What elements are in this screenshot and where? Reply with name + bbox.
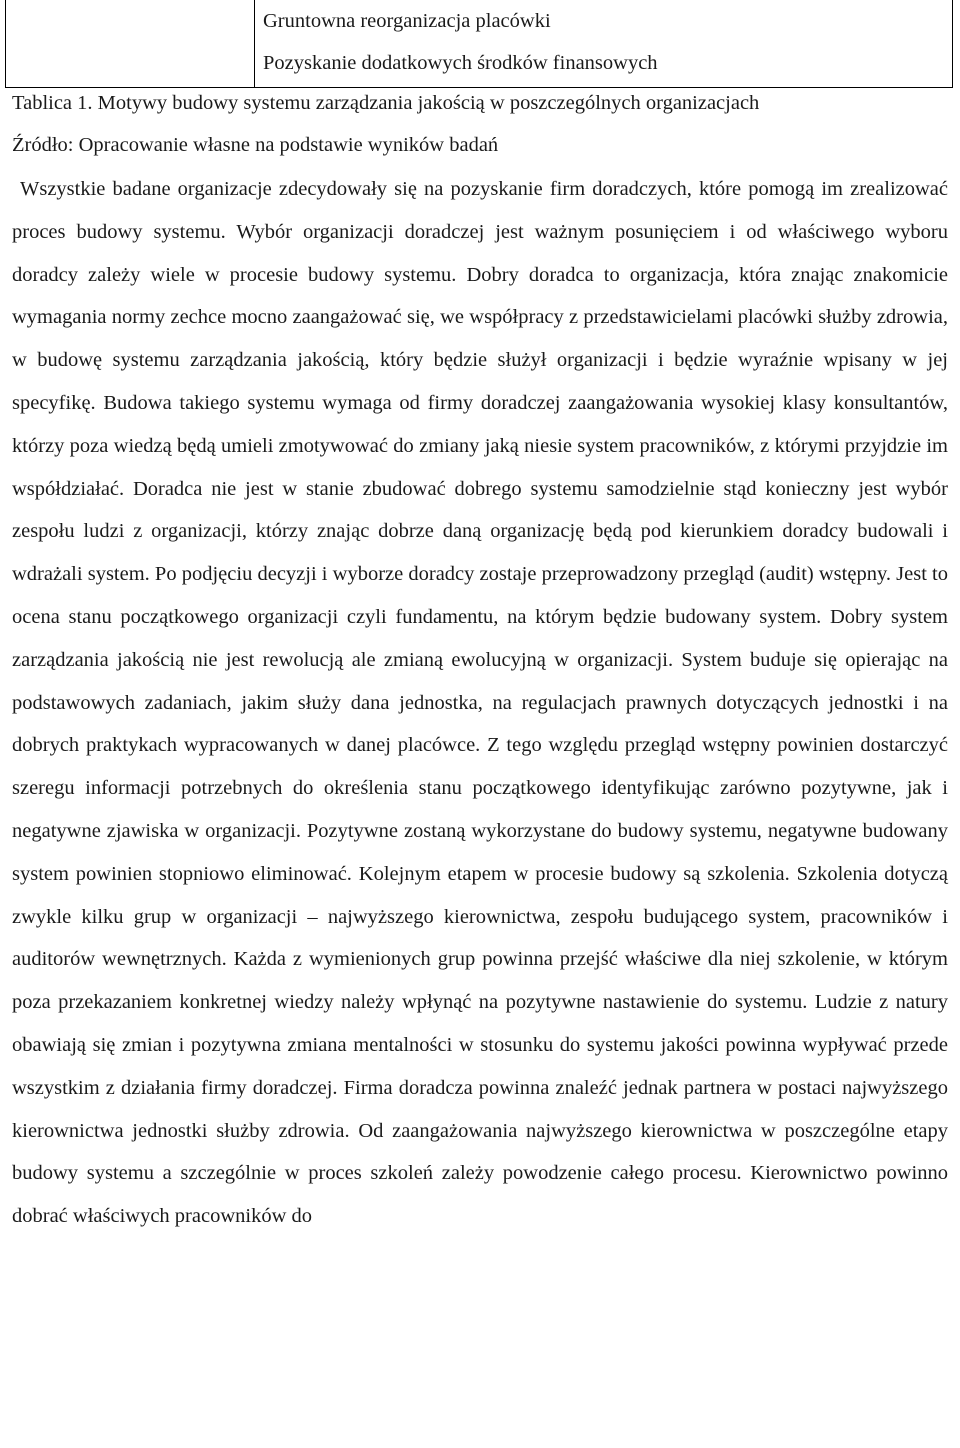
table-value-cell [255,0,952,87]
paragraph-text: Wszystkie badane organizacje zdecydowały się na pozyskanie firm doradczych, które pomogą im zrealizować proces budowy systemu. Wybór organizacji doradczej jest ważnym posunięciem i od właściwego wyboru doradcy zależy wiele w procesie budowy systemu. Dobry doradca to organizacja, która znając znakomicie wymagania normy zechce mocno zaangażować się, we współpracy z przedstawicielami placówki służby zdrowia, w budowę systemu zarządzania jakością, który będzie służył organizacji i będzie wyraźnie wpisany w jej specyfikę. Budowa takiego systemu wymaga od firmy doradczej zaangażowania wysokiej klasy konsultantów, którzy poza wiedzą będą umieli zmotywować do zmiany jaką niesie system pracowników, z którymi przyjdzie im współdziałać. Doradca nie jest w stanie zbudować dobrego systemu samodzielnie stąd konieczny jest wybór zespołu ludzi z organizacji, którzy znając dobrze daną organizację będą pod kierunkiem doradcy budowali i wdrażali system. Po podjęciu decyzji i wyborze doradcy zostaje przeprowadzony przegląd (audit) wstępny. Jest to ocena stanu początkowego organizacji czyli fundamentu, na którym będzie budowany system. Dobry system zarządzania jakością nie jest rewolucją ale zmianą ewolucyjną w organizacji. System buduje się opierając na podstawowych zadaniach, jakim służy dana jednostka, na regulacjach prawnych dotyczących jednostki i na dobrych praktykach wypracowanych w danej placówce. Z tego względu przegląd wstępny powinien dostarczyć szeregu informacji potrzebnych do określenia stanu początkowego identyfikując zarówno pozytywne, jak i negatywne zjawiska w organizacji. Pozytywne zostaną wykorzystane do budowy systemu, negatywne budowany system powinien stopniowo eliminować. Kolejnym etapem w procesie budowy są szkolenia. Szkolenia dotyczą zwykle kilku grup w organizacji – najwyższego kierownictwa, zespołu budującego system, pracowników i auditorów wewnętrznych. Każda z wymienionych grup powinna przejść właściwe dla niej szkolenie, w którym poza przekazaniem konkretnej wiedzy należy wpłynąć na pozytywne nastawienie do systemu. Ludzie z natury obawiają się zmian i pozytywna zmiana mentalności w stosunku do systemu jakości powinna wypływać przede wszystkim z działania firmy doradczej. Firma doradcza powinna znaleźć jednak partnera w postaci najwyższego kierownictwa jednostki służby zdrowia. Od zaangażowania najwyższego kierownictwa w poszczególne etapy budowy systemu a szczególnie w proces szkoleń zależy powodzenie całego procesu. Kierownictwo powinno dobrać właściwych pracowników do [12,178,948,1228]
table-empty-cell [6,0,255,87]
body-paragraph [12,168,948,1238]
table-row-1: Gruntowna reorganizacja placówki [263,10,551,32]
table-row-2: Pozyskanie dodatkowych środków finansowych [263,52,658,74]
source-note: Źródło: Opracowanie własne na podstawie wyników badań [12,134,499,156]
table-caption: Tablica 1. Motywy budowy systemu zarządzania jakością w poszczególnych organizacjach [12,92,760,114]
table-fragment [5,0,953,88]
